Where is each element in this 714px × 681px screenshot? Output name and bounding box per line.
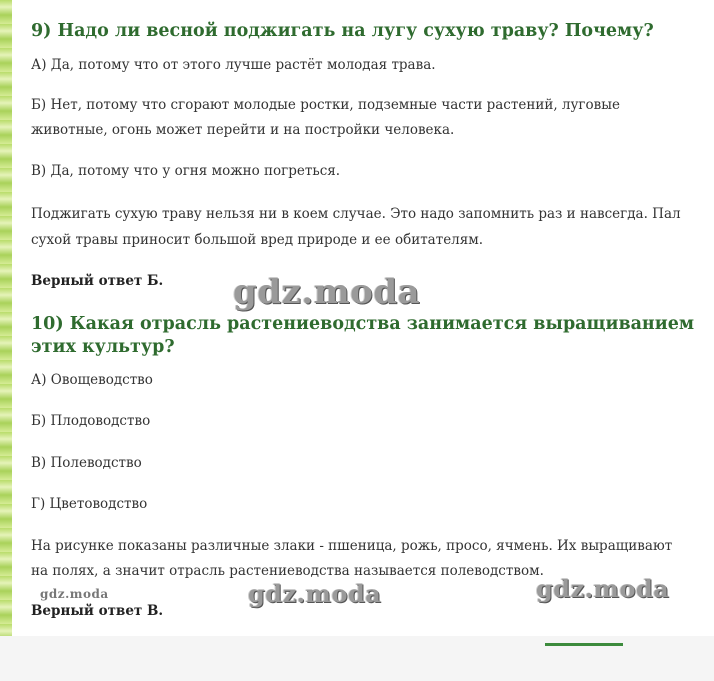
question-9-explanation-line1: Поджигать сухую траву нельзя ни в коем случае. Это надо запомнить раз и навсегда. Пал	[31, 206, 681, 222]
footer-accent-line	[545, 643, 623, 646]
question-9-option-b-line2: животные, огонь может перейти и на постройки человека.	[31, 122, 455, 138]
question-9-title: 9) Надо ли весной поджигать на лугу сухую траву? Почему?	[31, 21, 654, 41]
question-10-option-c: В) Полеводство	[31, 455, 142, 471]
decorative-left-strip	[0, 0, 12, 636]
question-10-title-line2: этих культур?	[31, 337, 175, 357]
watermark-bottom-center: gdz.moda	[248, 579, 382, 608]
question-9-answer: Верный ответ Б.	[31, 273, 164, 289]
question-10-option-b: Б) Плодоводство	[31, 413, 151, 429]
question-10-explanation-line1: На рисунке показаны различные злаки - пшеница, рожь, просо, ячмень. Их выращивают	[31, 538, 673, 554]
question-10-title-line1: 10) Какая отрасль растениеводства занимается выращиванием	[31, 314, 695, 334]
watermark-bottom-right: gdz.moda	[536, 574, 670, 603]
question-9-explanation-line2: сухой травы приносит большой вред природе и ее обитателям.	[31, 232, 484, 248]
watermark-main: gdz.moda	[233, 272, 421, 312]
question-10-answer: Верный ответ В.	[31, 603, 164, 619]
question-9-option-c: В) Да, потому что у огня можно погреться.	[31, 163, 341, 179]
question-10-explanation-line2: на полях, а значит отрасль растениеводства называется полеводством.	[31, 563, 544, 579]
question-9-option-a: А) Да, потому что от этого лучше растёт молодая трава.	[31, 57, 436, 73]
question-10-option-d: Г) Цветоводство	[31, 496, 148, 512]
question-10-option-a: А) Овощеводство	[31, 372, 153, 388]
question-9-option-b-line1: Б) Нет, потому что сгорают молодые ростки, подземные части растений, луговые	[31, 97, 620, 113]
watermark-bottom-left: gdz.moda	[40, 587, 109, 601]
